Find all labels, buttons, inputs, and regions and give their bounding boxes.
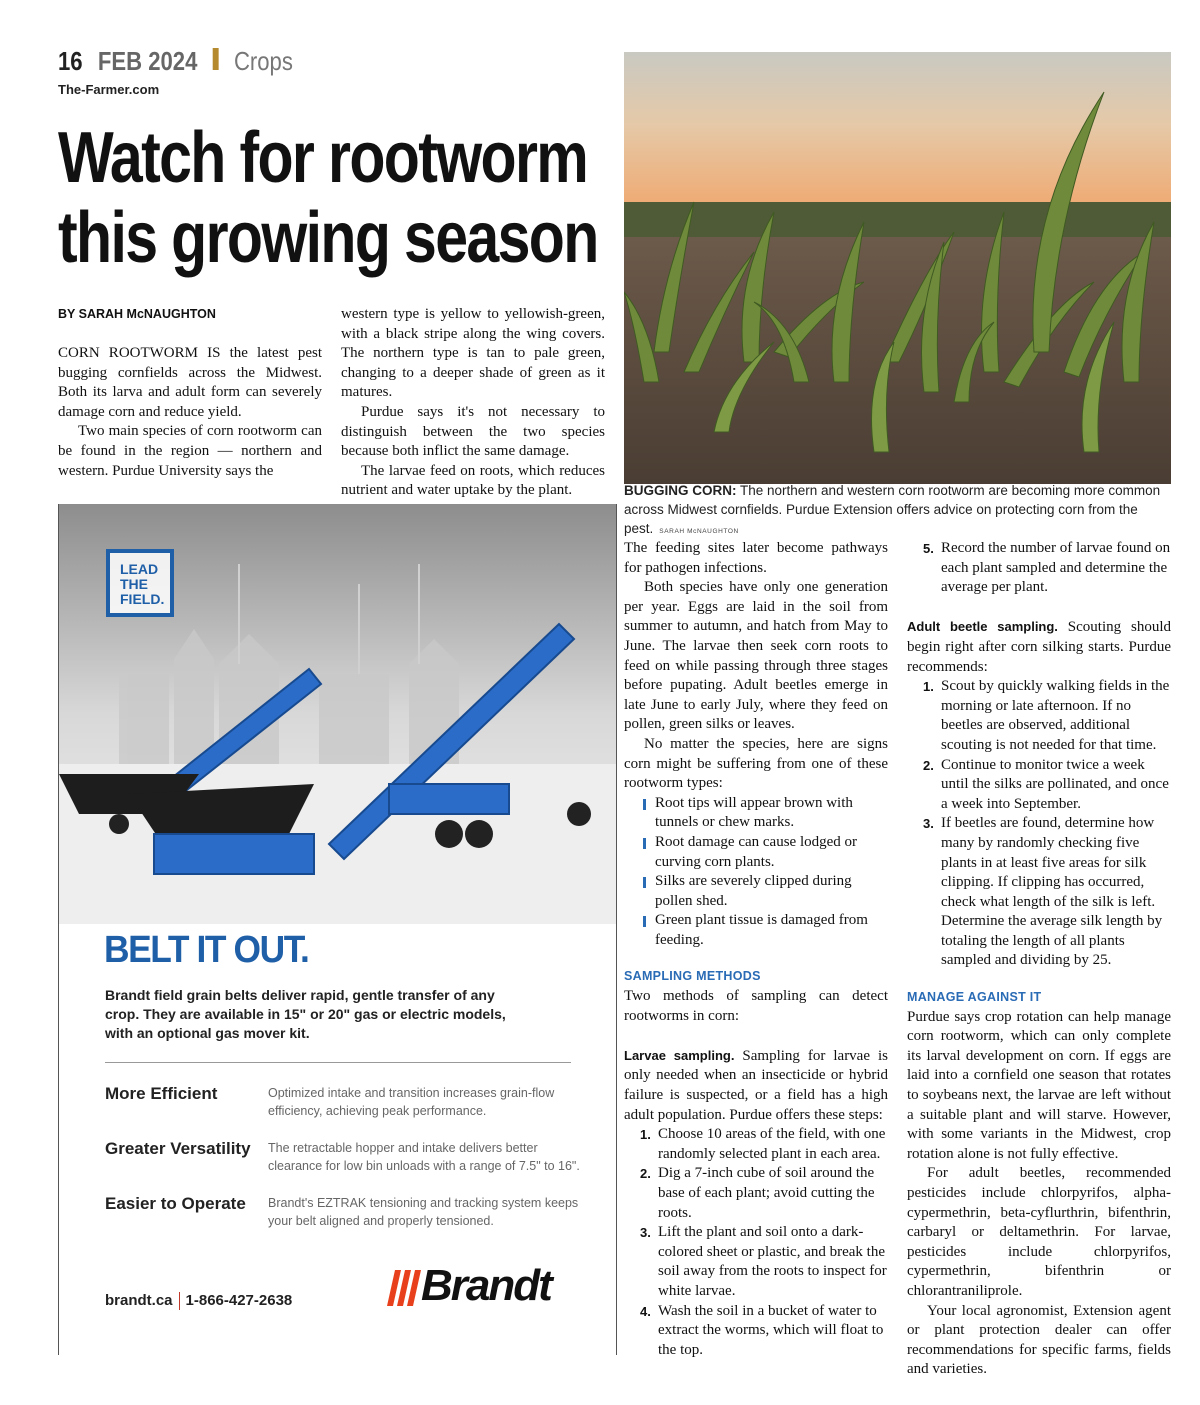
bullet-icon — [643, 877, 646, 888]
list-item — [640, 872, 888, 911]
issue-date: FEB 2024 — [97, 46, 198, 76]
list-item-text: Record the number of larvae found on each plant sampled and determine the average per plant. — [941, 540, 1171, 596]
list-number: 2. — [923, 757, 934, 773]
caption-heading: BUGGING CORN: — [624, 483, 737, 498]
list-item-text: If beetles are found, determine how many by randomly checking five plants in at least five areas for silk clipping. If clipping has occurred, check what length of the silk is left. Determine the average silk length by totaling the length of all plants sampled and dividing by 25. — [941, 815, 1163, 969]
feature-title: More Efficient — [105, 1084, 218, 1103]
ad-divider — [105, 1062, 571, 1063]
paragraph-text: Scouting should begin right after corn silking starts. Purdue recommends: — [907, 619, 1171, 675]
ad-body-text: Brandt field grain belts deliver rapid, gentle transfer of any crop. They are available in 15" or 20" gas or electric models, with an optional gas mover kit. — [105, 987, 506, 1041]
list-item-text: Choose 10 areas of the field, with one randomly selected plant in each area. — [658, 1126, 886, 1162]
list-number: 2. — [640, 1166, 651, 1182]
paragraph: The larvae feed on roots, which reduces nutrient and water uptake by the plant. — [341, 462, 605, 499]
phone-number: 1-866-427-2638 — [185, 1292, 293, 1309]
ad-contact — [105, 1292, 292, 1310]
feature-title: Easier to Operate — [105, 1194, 246, 1213]
byline: BY SARAH McNAUGHTON — [58, 307, 216, 321]
site-url: The-Farmer.com — [58, 82, 160, 97]
section-name: Crops — [233, 46, 293, 76]
lead-paragraph: CORN ROOTWORM IS the latest pest bugging cornfields across the Midwest. Both its larva and adult form can severely damage corn and reduce yield. — [58, 345, 322, 420]
folio — [58, 46, 293, 78]
bullet-icon — [643, 838, 646, 849]
photo-caption — [624, 481, 1171, 541]
lead-line-1: LEAD — [120, 561, 159, 577]
paragraph: Two main species of corn rootworm can be found in the region — northern and western. Purdue University says the — [58, 423, 322, 479]
contact-separator — [179, 1292, 180, 1310]
runin-heading: Adult beetle sampling. — [907, 619, 1058, 635]
runin-heading: Larvae sampling. — [624, 1047, 735, 1063]
paragraph: Both species have only one generation per year. Eggs are laid in the soil from summer to autumn, and hatch from May to June. The larvae then seek corn roots to feed on while passing through three stages before pupating. Adult beetles emerge in late June to early July, where they feed on pollen, green silks or leaves. — [624, 579, 888, 733]
cornfield-photo — [624, 52, 1171, 484]
article-column-4 — [907, 539, 1171, 1380]
paragraph: Your local agronomist, Extension agent or plant protection dealer can offer recommendations for specific farms, fields and varieties. — [907, 1302, 1171, 1378]
list-item-text: Dig a 7-inch cube of soil around the base of each plant; avoid cutting the roots. — [658, 1165, 875, 1221]
larvae-steps-list — [640, 1125, 888, 1360]
lead-line-3: FIELD. — [120, 591, 165, 607]
folio-divider — [213, 48, 219, 70]
list-item-text: Continue to monitor twice a week until the silks are pollinated, and once a week into September. — [941, 756, 1169, 812]
paragraph: For adult beetles, recommended pesticides include chlorpyrifos, alpha-cypermethrin, beta-cyflurthrin, bifenthrin, carbaryl or deltamethrin. For larvae, pesticides include chlorpyrifos, cypermethrin, bifenthrin or chlorantraniliprole. — [907, 1165, 1171, 1299]
list-item-text: Silks are severely clipped during pollen shed. — [655, 873, 852, 909]
list-number: 3. — [923, 816, 934, 832]
headline-line-1: Watch for rootworm — [58, 118, 588, 198]
article-column-3 — [624, 539, 888, 1360]
list-item — [923, 539, 1171, 598]
article-headline — [58, 118, 598, 278]
bullet-icon — [643, 916, 646, 927]
paragraph-text: Sampling for larvae is only needed when an insecticide or hybrid failure is suspected, or a field has a high adult population. Purdue offers these steps: — [624, 1047, 888, 1123]
list-item — [640, 1223, 888, 1301]
list-item — [923, 756, 1171, 815]
list-number: 1. — [640, 1127, 651, 1143]
lead-the-field-logo — [106, 549, 174, 617]
headline-line-2: this growing season — [58, 198, 598, 278]
feature-description: Brandt's EZTRAK tensioning and tracking system keeps your belt aligned and properly tensioned. — [268, 1196, 579, 1228]
feature-title: Greater Versatility — [105, 1139, 251, 1158]
website-link[interactable]: brandt.ca — [105, 1292, 173, 1309]
feature-description: The retractable hopper and intake delivers better clearance for low bin unloads with a range of 7.5" to 16". — [268, 1141, 580, 1173]
bullet-icon — [643, 799, 646, 810]
paragraph: Two methods of sampling can detect rootworms in corn: — [624, 988, 888, 1024]
paragraph: western type is yellow to yellowish-green, with a black stripe along the wing covers. The northern type is tan to pale green, changing to a deeper shade of green as it matures. — [341, 306, 605, 401]
list-item — [640, 833, 888, 872]
list-item — [923, 677, 1171, 755]
subhead-sampling-methods: SAMPLING METHODS — [624, 969, 761, 984]
list-item — [640, 794, 888, 833]
paragraph — [624, 1046, 888, 1125]
subhead-manage-against-it: MANAGE AGAINST IT — [907, 990, 1042, 1005]
paragraph: Purdue says it's not necessary to distinguish between the two species because both inflict the same damage. — [341, 403, 605, 460]
paragraph — [907, 617, 1171, 677]
article-column-2 — [341, 305, 605, 501]
list-item-text: Root damage can cause lodged or curving corn plants. — [655, 833, 858, 870]
paragraph: Purdue says crop rotation can help manage corn rootworm, which can only complete its larval development on corn. If eggs are laid into a cornfield one season that rotates to soybeans next, the larvae are left without a suitable plant and will starve. However, with some variants in the Midwest, crop rotation alone is not fully effective. — [907, 1008, 1171, 1162]
list-item-text: Scout by quickly walking fields in the morning or late afternoon. If no beetles are observed, additional scouting is not needed for that time. — [941, 678, 1170, 753]
page-number: 16 — [58, 46, 83, 76]
list-item-text: Root tips will appear brown with tunnels or chew marks. — [655, 794, 853, 831]
article-column-1 — [58, 344, 322, 481]
brandt-advertisement[interactable] — [58, 504, 617, 1355]
ad-headline: BELT IT OUT. — [104, 929, 309, 971]
list-item — [640, 1164, 888, 1223]
list-number: 3. — [640, 1225, 651, 1241]
paragraph: No matter the species, here are signs corn might be suffering from one of these rootworm types: — [624, 735, 888, 792]
list-number: 1. — [923, 679, 934, 695]
list-number: 4. — [640, 1303, 651, 1319]
list-item — [640, 911, 888, 950]
larvae-steps-continued — [923, 539, 1171, 598]
list-item-text: Green plant tissue is damaged from feeding. — [655, 912, 868, 948]
caption-text: The northern and western corn rootworm are becoming more common across Midwest cornfields. Purdue Extension offers advice on protecting corn from the pest. — [624, 483, 1161, 536]
list-item — [640, 1125, 888, 1164]
paragraph: The feeding sites later become pathways for pathogen infections. — [624, 540, 888, 576]
brandt-logo: Brandt — [421, 1261, 551, 1310]
list-number: 5. — [923, 541, 934, 556]
lead-line-2: THE — [120, 576, 148, 592]
photo-credit: SARAH McNAUGHTON — [659, 528, 739, 535]
list-item-text: Lift the plant and soil onto a dark-colored sheet or plastic, and break the soil away from the roots to inspect for white larvae. — [658, 1224, 887, 1299]
adult-steps-list — [923, 677, 1171, 971]
feature-description: Optimized intake and transition increases grain-flow efficiency, achieving peak performance. — [268, 1086, 555, 1118]
signs-list — [640, 794, 888, 951]
list-item-text: Wash the soil in a bucket of water to extract the worms, which will float to the top. — [658, 1302, 884, 1358]
list-item — [640, 1302, 888, 1361]
list-item — [923, 814, 1171, 971]
